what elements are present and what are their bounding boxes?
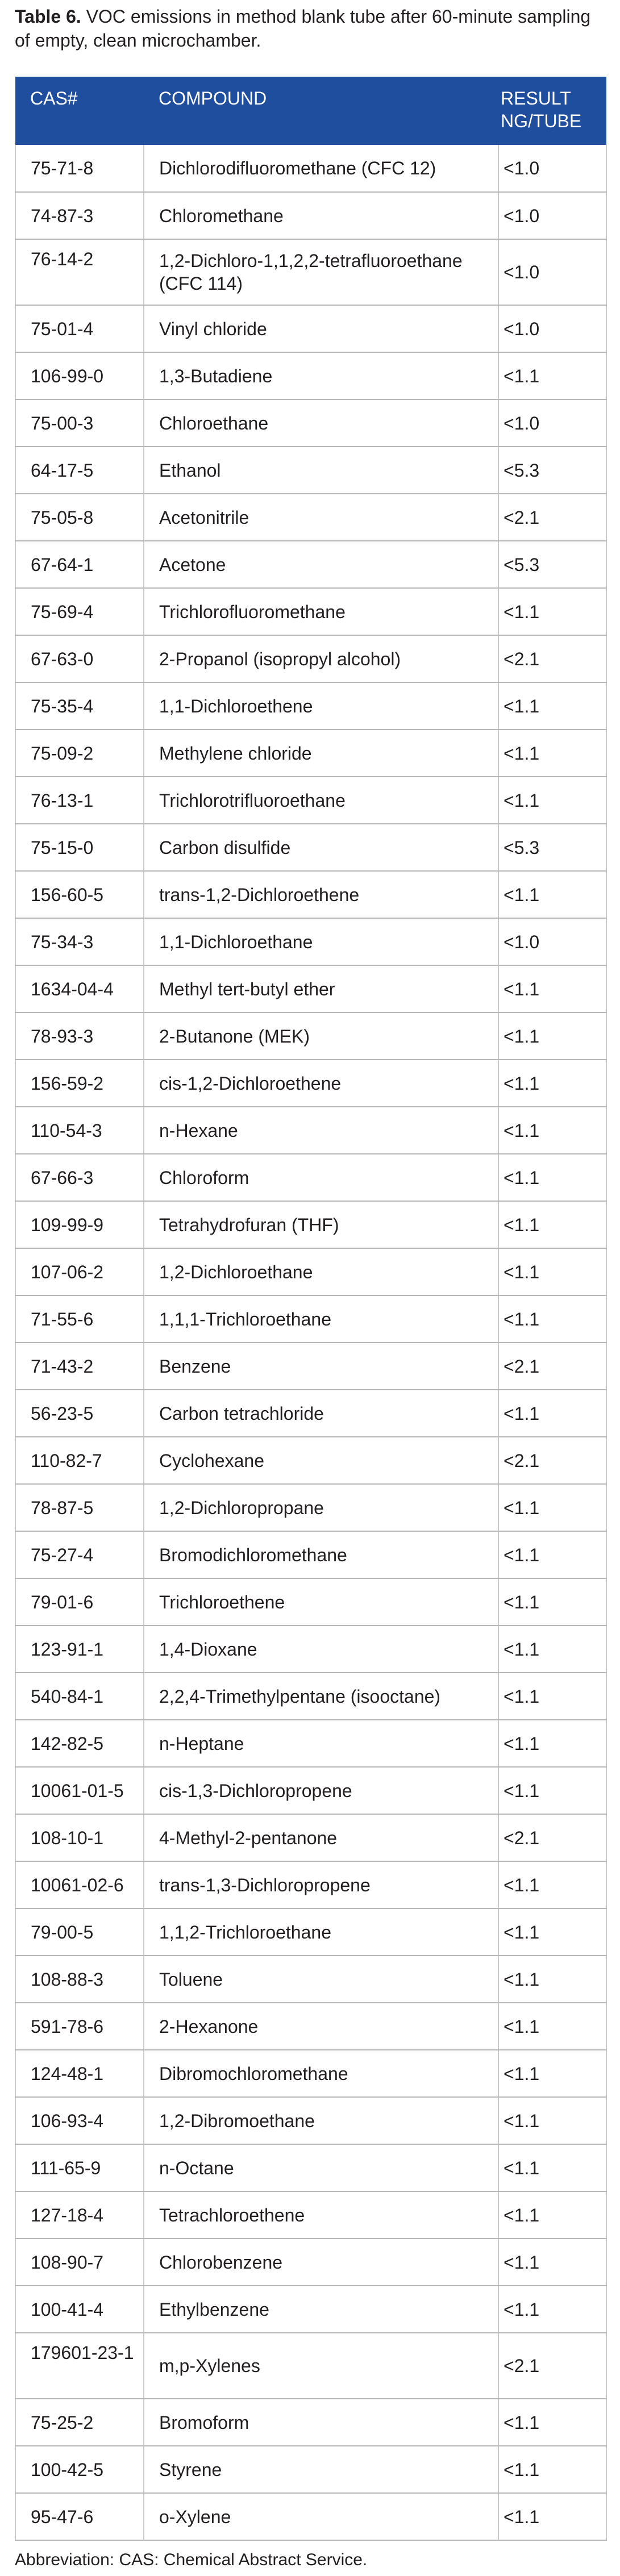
compound-cell: 2,2,4-Trimethylpentane (isooctane)	[144, 1673, 498, 1720]
result-cell: <1.1	[498, 2144, 606, 2191]
table-row	[15, 2097, 606, 2144]
cas-cell: 108-88-3	[15, 1956, 144, 2003]
table-row	[15, 1861, 606, 1908]
result-cell: <5.3	[498, 541, 606, 588]
cas-cell: 75-35-4	[15, 682, 144, 730]
cas-cell: 75-69-4	[15, 588, 144, 635]
table-row	[15, 871, 606, 918]
table-row	[15, 1767, 606, 1814]
result-cell: <1.1	[498, 1295, 606, 1343]
table-row	[15, 1390, 606, 1437]
table-row	[15, 588, 606, 635]
table-row	[15, 305, 606, 352]
cas-cell: 75-05-8	[15, 494, 144, 541]
cas-cell: 67-63-0	[15, 635, 144, 682]
cas-cell: 75-25-2	[15, 2399, 144, 2446]
table-row	[15, 2446, 606, 2493]
result-cell: <1.1	[498, 1625, 606, 1673]
compound-cell: o-Xylene	[144, 2493, 498, 2540]
result-cell: <1.1	[498, 1673, 606, 1720]
compound-cell: 2-Hexanone	[144, 2003, 498, 2050]
result-cell: <1.1	[498, 682, 606, 730]
cas-cell: 100-42-5	[15, 2446, 144, 2493]
result-cell: <2.1	[498, 494, 606, 541]
result-cell: <1.0	[498, 918, 606, 965]
cas-cell: 142-82-5	[15, 1720, 144, 1767]
cas-cell: 78-87-5	[15, 1484, 144, 1531]
cas-cell: 67-66-3	[15, 1154, 144, 1201]
compound-cell: Ethanol	[144, 447, 498, 494]
cas-cell: 156-59-2	[15, 1060, 144, 1107]
result-cell: <1.1	[498, 1767, 606, 1814]
table-row	[15, 239, 606, 305]
result-cell: <1.1	[498, 1956, 606, 2003]
cas-cell: 106-93-4	[15, 2097, 144, 2144]
cas-cell: 71-43-2	[15, 1343, 144, 1390]
result-cell: <1.1	[498, 1390, 606, 1437]
compound-cell: Bromodichloromethane	[144, 1531, 498, 1578]
caption-text: VOC emissions in method blank tube after 60-minute sampling of empty, clean microchamber.	[15, 6, 591, 51]
compound-cell: Dichlorodifluoromethane (CFC 12)	[144, 145, 498, 192]
result-cell: <1.1	[498, 2446, 606, 2493]
table-row	[15, 1578, 606, 1625]
compound-cell: Ethylbenzene	[144, 2286, 498, 2333]
compound-cell: Vinyl chloride	[144, 305, 498, 352]
cas-cell: 156-60-5	[15, 871, 144, 918]
table-row	[15, 1673, 606, 1720]
cas-cell: 75-27-4	[15, 1531, 144, 1578]
table-row	[15, 2191, 606, 2239]
cas-cell: 78-93-3	[15, 1012, 144, 1060]
cas-cell: 76-13-1	[15, 777, 144, 824]
result-cell: <1.1	[498, 2493, 606, 2540]
result-cell: <1.0	[498, 192, 606, 239]
table-row	[15, 2399, 606, 2446]
compound-cell: Methyl tert-butyl ether	[144, 965, 498, 1012]
result-cell: <2.1	[498, 635, 606, 682]
header-result-line2: NG/TUBE	[501, 111, 582, 131]
result-cell: <1.1	[498, 1154, 606, 1201]
compound-cell: 2-Butanone (MEK)	[144, 1012, 498, 1060]
result-cell: <1.0	[498, 305, 606, 352]
compound-cell: Chloromethane	[144, 192, 498, 239]
table-row	[15, 635, 606, 682]
compound-cell: 1,2-Dichloropropane	[144, 1484, 498, 1531]
compound-cell: n-Hexane	[144, 1107, 498, 1154]
table-row	[15, 824, 606, 871]
compound-cell: Benzene	[144, 1343, 498, 1390]
table-body	[15, 145, 606, 2540]
table-row	[15, 2003, 606, 2050]
cas-cell: 95-47-6	[15, 2493, 144, 2540]
table-header	[15, 77, 606, 145]
voc-results-table	[15, 77, 607, 2541]
cas-cell: 106-99-0	[15, 352, 144, 399]
result-cell: <1.1	[498, 352, 606, 399]
cas-cell: 79-01-6	[15, 1578, 144, 1625]
result-cell: <2.1	[498, 1437, 606, 1484]
table-row	[15, 1107, 606, 1154]
header-row	[15, 77, 606, 145]
result-cell: <1.1	[498, 730, 606, 777]
result-cell: <1.1	[498, 1578, 606, 1625]
compound-cell: Carbon disulfide	[144, 824, 498, 871]
result-cell: <1.1	[498, 2191, 606, 2239]
cas-cell: 110-82-7	[15, 1437, 144, 1484]
table-row	[15, 1060, 606, 1107]
compound-cell: 1,1-Dichloroethane	[144, 918, 498, 965]
table-row	[15, 1625, 606, 1673]
cas-cell: 76-14-2	[15, 239, 144, 305]
cas-cell: 107-06-2	[15, 1248, 144, 1295]
compound-cell: Dibromochloromethane	[144, 2050, 498, 2097]
cas-cell: 75-15-0	[15, 824, 144, 871]
result-cell: <1.1	[498, 965, 606, 1012]
cas-cell: 56-23-5	[15, 1390, 144, 1437]
compound-cell: trans-1,2-Dichloroethene	[144, 871, 498, 918]
result-cell: <1.1	[498, 1201, 606, 1248]
compound-cell: Tetrachloroethene	[144, 2191, 498, 2239]
result-cell: <1.0	[498, 239, 606, 305]
result-cell: <5.3	[498, 447, 606, 494]
compound-cell: 2-Propanol (isopropyl alcohol)	[144, 635, 498, 682]
result-cell: <1.1	[498, 588, 606, 635]
caption-label: Table 6.	[15, 6, 81, 27]
result-cell: <1.1	[498, 1484, 606, 1531]
footnote: Abbreviation: CAS: Chemical Abstract Service.	[15, 2550, 368, 2569]
result-cell: <1.1	[498, 2286, 606, 2333]
cas-cell: 110-54-3	[15, 1107, 144, 1154]
table-row	[15, 399, 606, 447]
table-row	[15, 730, 606, 777]
table-caption	[15, 5, 606, 52]
table-row	[15, 192, 606, 239]
compound-cell: Methylene chloride	[144, 730, 498, 777]
table-row	[15, 1295, 606, 1343]
compound-cell: Chloroform	[144, 1154, 498, 1201]
compound-cell: Trichlorotrifluoroethane	[144, 777, 498, 824]
table-row	[15, 1814, 606, 1861]
table-row	[15, 2239, 606, 2286]
table-row	[15, 1956, 606, 2003]
compound-cell: cis-1,3-Dichloropropene	[144, 1767, 498, 1814]
table-row	[15, 1720, 606, 1767]
table-row	[15, 1484, 606, 1531]
compound-cell: Tetrahydrofuran (THF)	[144, 1201, 498, 1248]
cas-cell: 75-01-4	[15, 305, 144, 352]
header-compound: COMPOUND	[144, 77, 498, 145]
cas-cell: 10061-02-6	[15, 1861, 144, 1908]
compound-cell: Carbon tetrachloride	[144, 1390, 498, 1437]
cas-cell: 109-99-9	[15, 1201, 144, 1248]
result-cell: <2.1	[498, 2333, 606, 2399]
result-cell: <1.1	[498, 777, 606, 824]
cas-cell: 124-48-1	[15, 2050, 144, 2097]
result-cell: <1.0	[498, 145, 606, 192]
table-row	[15, 494, 606, 541]
result-cell: <1.0	[498, 399, 606, 447]
cas-cell: 67-64-1	[15, 541, 144, 588]
table-row	[15, 145, 606, 192]
result-cell: <1.1	[498, 1060, 606, 1107]
result-cell: <1.1	[498, 1248, 606, 1295]
result-cell: <1.1	[498, 2003, 606, 2050]
compound-cell: Trichloroethene	[144, 1578, 498, 1625]
compound-cell: Cyclohexane	[144, 1437, 498, 1484]
compound-cell: Styrene	[144, 2446, 498, 2493]
header-result	[498, 77, 606, 145]
table-row	[15, 682, 606, 730]
compound-cell: m,p-Xylenes	[144, 2333, 498, 2399]
compound-cell: 1,2-Dichloro-1,1,2,2-tetrafluoroethane (CFC 114)	[144, 239, 498, 305]
table-row	[15, 1154, 606, 1201]
compound-cell: 1,3-Butadiene	[144, 352, 498, 399]
result-cell: <2.1	[498, 1343, 606, 1390]
compound-cell: trans-1,3-Dichloropropene	[144, 1861, 498, 1908]
cas-cell: 591-78-6	[15, 2003, 144, 2050]
table-row	[15, 447, 606, 494]
result-cell: <1.1	[498, 1720, 606, 1767]
cas-cell: 111-65-9	[15, 2144, 144, 2191]
cas-cell: 108-10-1	[15, 1814, 144, 1861]
table-row	[15, 2286, 606, 2333]
table-row	[15, 1201, 606, 1248]
cas-cell: 540-84-1	[15, 1673, 144, 1720]
result-cell: <1.1	[498, 1107, 606, 1154]
result-cell: <1.1	[498, 2399, 606, 2446]
compound-cell: cis-1,2-Dichloroethene	[144, 1060, 498, 1107]
result-cell: <1.1	[498, 2097, 606, 2144]
compound-cell: Chlorobenzene	[144, 2239, 498, 2286]
cas-cell: 74-87-3	[15, 192, 144, 239]
table-row	[15, 2493, 606, 2540]
compound-cell: n-Octane	[144, 2144, 498, 2191]
cas-cell: 108-90-7	[15, 2239, 144, 2286]
compound-cell: 1,4-Dioxane	[144, 1625, 498, 1673]
cas-cell: 75-34-3	[15, 918, 144, 965]
compound-cell: 1,1,1-Trichloroethane	[144, 1295, 498, 1343]
table-row	[15, 1343, 606, 1390]
compound-cell: Bromoform	[144, 2399, 498, 2446]
cas-cell: 1634-04-4	[15, 965, 144, 1012]
cas-cell: 179601-23-1	[15, 2333, 144, 2399]
header-cas: CAS#	[15, 77, 144, 145]
table-row	[15, 777, 606, 824]
table-row	[15, 2144, 606, 2191]
table-row	[15, 2050, 606, 2097]
cas-cell: 79-00-5	[15, 1908, 144, 1956]
table-row	[15, 541, 606, 588]
result-cell: <1.1	[498, 1908, 606, 1956]
result-cell: <1.1	[498, 871, 606, 918]
result-cell: <1.1	[498, 2239, 606, 2286]
result-cell: <5.3	[498, 824, 606, 871]
compound-cell: Acetonitrile	[144, 494, 498, 541]
header-result-line1: RESULT	[501, 88, 571, 109]
cas-cell: 64-17-5	[15, 447, 144, 494]
table-row	[15, 918, 606, 965]
result-cell: <1.1	[498, 1531, 606, 1578]
compound-cell: 1,1-Dichloroethene	[144, 682, 498, 730]
compound-cell: 1,2-Dibromoethane	[144, 2097, 498, 2144]
cas-cell: 123-91-1	[15, 1625, 144, 1673]
compound-cell: Chloroethane	[144, 399, 498, 447]
result-cell: <1.1	[498, 1012, 606, 1060]
table-row	[15, 352, 606, 399]
compound-cell: 4-Methyl-2-pentanone	[144, 1814, 498, 1861]
cas-cell: 71-55-6	[15, 1295, 144, 1343]
cas-cell: 100-41-4	[15, 2286, 144, 2333]
result-cell: <1.1	[498, 2050, 606, 2097]
result-cell: <1.1	[498, 1861, 606, 1908]
compound-cell: n-Heptane	[144, 1720, 498, 1767]
cas-cell: 10061-01-5	[15, 1767, 144, 1814]
table-row	[15, 1531, 606, 1578]
table-row	[15, 1248, 606, 1295]
cas-cell: 75-71-8	[15, 145, 144, 192]
table-row	[15, 2333, 606, 2399]
result-cell: <2.1	[498, 1814, 606, 1861]
table-row	[15, 965, 606, 1012]
compound-cell: 1,2-Dichloroethane	[144, 1248, 498, 1295]
table-row	[15, 1437, 606, 1484]
cas-cell: 75-09-2	[15, 730, 144, 777]
compound-cell: Acetone	[144, 541, 498, 588]
cas-cell: 127-18-4	[15, 2191, 144, 2239]
cas-cell: 75-00-3	[15, 399, 144, 447]
compound-cell: Toluene	[144, 1956, 498, 2003]
compound-cell: 1,1,2-Trichloroethane	[144, 1908, 498, 1956]
table-row	[15, 1908, 606, 1956]
table-row	[15, 1012, 606, 1060]
compound-cell: Trichlorofluoromethane	[144, 588, 498, 635]
